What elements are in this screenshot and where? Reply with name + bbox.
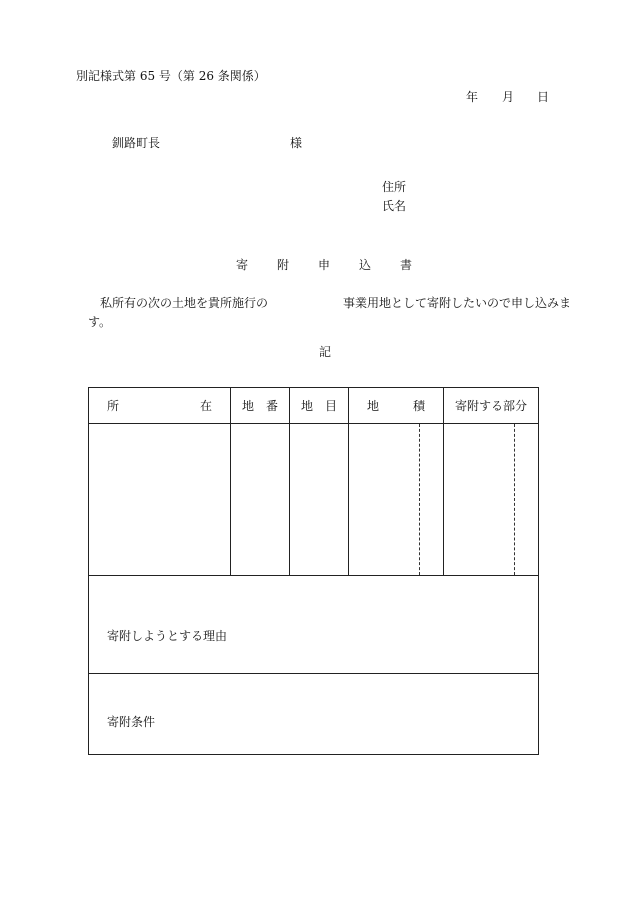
land-donation-table xyxy=(88,387,539,755)
cell-area xyxy=(349,424,444,576)
donated-divider-dashed xyxy=(514,424,515,575)
cell-donated-part xyxy=(444,424,539,576)
header-donated-part: 寄附する部分 xyxy=(444,388,539,424)
area-divider-dashed xyxy=(419,424,420,575)
header-location xyxy=(89,388,231,424)
header-location-char: 所 xyxy=(107,399,120,413)
conditions-label: 寄附条件 xyxy=(107,715,156,729)
cell-land-category xyxy=(290,424,349,576)
addressee-title: 釧路町長 xyxy=(112,136,161,150)
cell-location xyxy=(89,424,231,576)
conditions-cell xyxy=(89,674,539,755)
title-char: 附 xyxy=(277,258,290,272)
address-label: 住所 xyxy=(382,180,407,194)
header-area xyxy=(349,388,444,424)
date-day: 日 xyxy=(537,90,550,104)
title-char: 申 xyxy=(318,258,331,272)
cell-lot-number xyxy=(231,424,290,576)
title-char: 書 xyxy=(400,258,413,272)
table-entry-row xyxy=(89,424,539,576)
header-area-char: 地 xyxy=(367,399,380,413)
body-text-part2: 事業用地として寄附したいので申し込みま xyxy=(343,296,572,310)
addressee-honorific: 様 xyxy=(290,136,303,150)
name-label: 氏名 xyxy=(382,199,407,213)
conditions-row xyxy=(89,674,539,755)
body-text-part1: 私所有の次の土地を貴所施行の xyxy=(100,296,269,310)
header-location-char: 在 xyxy=(199,399,212,413)
header-land-category: 地 目 xyxy=(290,388,349,424)
title-char: 込 xyxy=(359,258,372,272)
date-year: 年 xyxy=(466,90,479,104)
reason-cell xyxy=(89,576,539,674)
ki-marker: 記 xyxy=(319,345,332,359)
title-char: 寄 xyxy=(236,258,249,272)
table-header-row xyxy=(89,388,539,424)
header-lot-number: 地 番 xyxy=(231,388,290,424)
reason-label: 寄附しようとする理由 xyxy=(107,629,228,643)
form-number: 別記様式第 65 号（第 26 条関係） xyxy=(76,69,266,83)
body-text-part3: す。 xyxy=(88,315,112,329)
date-month: 月 xyxy=(502,90,515,104)
reason-row xyxy=(89,576,539,674)
header-area-char: 積 xyxy=(412,399,425,413)
